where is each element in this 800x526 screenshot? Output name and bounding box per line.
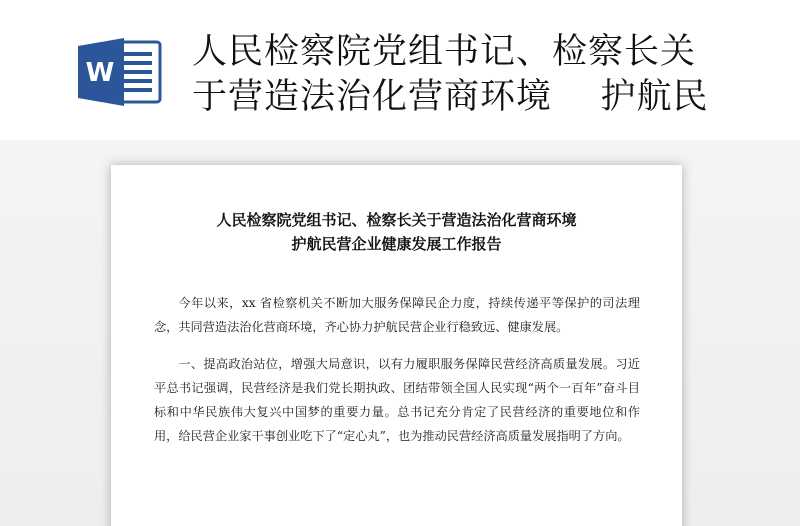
page-title-line-1: 人民检察院党组书记、检察长关 bbox=[192, 32, 697, 72]
word-icon-letter: W bbox=[85, 58, 115, 88]
document-body bbox=[154, 291, 640, 461]
document-title bbox=[111, 208, 682, 256]
document-paragraph: 今年以来，xx 省检察机关不断加大服务保障民企力度，持续传递平等保护的司法理念，共同营造法治化营商环境，齐心协力护航民营企业行稳致远、健康发展。 bbox=[154, 296, 640, 335]
document-title-line-2: 护航民营企业健康发展工作报告 bbox=[291, 235, 502, 253]
document-page bbox=[111, 165, 682, 526]
word-icon bbox=[78, 36, 164, 108]
document-paragraph: 一、提高政治站位，增强大局意识，以有力履职服务保障民营经济高质量发展。习近平总书记强调，民营经济是我们党长期执政、团结带领全国人民实现“两个一百年”奋斗目标和中华民族伟大复兴中国梦的重要力量。总书记充分肯定了民营经济的重要地位和作用，给民营企业家干事创业吃下了“定心丸”，也为推动民营经济高质量发展指明了方向。 bbox=[154, 356, 640, 444]
page-title bbox=[192, 30, 752, 120]
page-title-line-2: 于营造法治化营商环境 护航民 bbox=[192, 77, 709, 117]
document-title-line-1: 人民检察院党组书记、检察长关于营造法治化营商环境 bbox=[216, 211, 577, 229]
